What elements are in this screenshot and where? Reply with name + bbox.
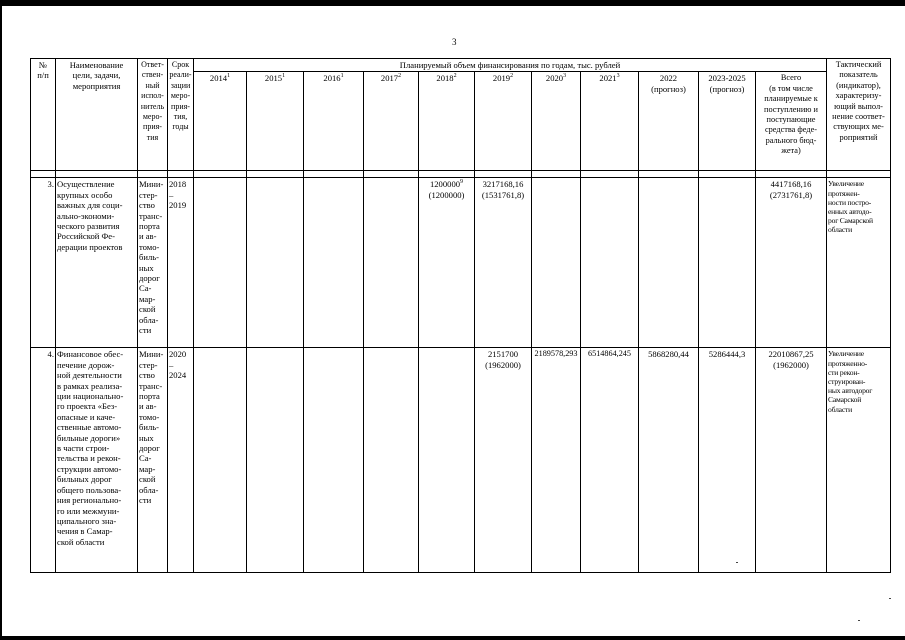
- row-2021: 6514864,245: [581, 348, 639, 573]
- row-total: 4417168,16 (2731761,8): [756, 178, 827, 348]
- row-2017: [364, 348, 419, 573]
- table-row: [31, 348, 891, 573]
- header-total: Всего (в том числе планируемые к поступлению и поступающие средства феде- рального бюд- жета): [756, 72, 827, 171]
- header-number: № п/п: [31, 59, 56, 171]
- funding-plan-table: [30, 58, 891, 573]
- table-row: [31, 178, 891, 348]
- row-2023-2025: [699, 178, 756, 348]
- header-year-2019: 2019$^2$: [475, 72, 532, 171]
- scan-top-border: [0, 0, 905, 6]
- header-funding-title: Планируемый объем финансирования по годам, тыс. рублей: [194, 59, 827, 72]
- header-term: Срок реали- зации меро- прия- тия, годы: [168, 59, 194, 171]
- header-year-2023-2025: 2023-2025 (прогноз): [699, 72, 756, 171]
- row-2015: [247, 178, 304, 348]
- row-term: 2020 – 2024: [168, 348, 194, 573]
- row-term: 2018 – 2019: [168, 178, 194, 348]
- row-2021: [581, 178, 639, 348]
- header-row-1: [31, 59, 891, 72]
- header-year-2016: 2016$^1$: [304, 72, 364, 171]
- row-indicator: Увеличение протяженно- сти рекон- струирован- ных автодорог Самарской области: [827, 348, 891, 573]
- scan-bottom-border: [0, 636, 905, 640]
- row-2017: [364, 178, 419, 348]
- header-year-2014: 2014$^1$: [194, 72, 247, 171]
- row-2023-2025: 5286444,3: [699, 348, 756, 573]
- row-indicator: Увеличение протяжен- ности постро- енных автодо- рог Самарской области: [827, 178, 891, 348]
- row-name: Осуществление крупных особо важных для соци- ально-экономи- ческого развития Российской Фе- дерации проектов: [56, 178, 138, 348]
- row-responsible: Мини- стер- ство транс- порта и ав- томо- биль- ных дорог Са- мар- ской обла- сти: [138, 178, 168, 348]
- row-2018: 1200000$^9$ (1200000): [419, 178, 475, 348]
- header-responsible: Ответ- ствен- ный испол- нитель меро- прия- тия: [138, 59, 168, 171]
- scan-left-border: [0, 0, 2, 640]
- row-2016: [304, 178, 364, 348]
- spacer-row: [31, 171, 891, 178]
- header-year-2020: 2020$^3$: [532, 72, 581, 171]
- row-2020: 2189578,293: [532, 348, 581, 573]
- row-2014: [194, 178, 247, 348]
- scan-speck: [889, 598, 891, 599]
- header-indicator: Тактический показатель (индикатор), характеризу- ющий выпол- нение соответ- ствующих ме- роприятий: [827, 59, 891, 171]
- row-number: 4.: [31, 348, 56, 573]
- header-year-2017: 2017$^2$: [364, 72, 419, 171]
- page-number: 3: [452, 37, 457, 47]
- row-2018: [419, 348, 475, 573]
- row-2016: [304, 348, 364, 573]
- row-responsible: Мини- стер- ство транс- порта и ав- томо- биль- ных дорог Са- мар- ской обла- сти: [138, 348, 168, 573]
- header-year-2015: 2015$^1$: [247, 72, 304, 171]
- row-2019: 3217168,16 (1531761,8): [475, 178, 532, 348]
- row-total: 22010867,25 (1962000): [756, 348, 827, 573]
- header-year-2022: 2022 (прогноз): [639, 72, 699, 171]
- row-name: Финансовое обес- печение дорож- ной деятельности в рамках реализа- ции национально- го проекта «Без- опасные и каче- ственные автомо- бильные дороги» в части строи- тельства и рекон- струкции автомо- бильных дорог общего пользова- ния регионально- го или межмуни- ципального зна- чения в Самар- ской области: [56, 348, 138, 573]
- row-2019: 2151700 (1962000): [475, 348, 532, 573]
- row-number: 3.: [31, 178, 56, 348]
- header-year-2021: 2021$^3$: [581, 72, 639, 171]
- row-2015: [247, 348, 304, 573]
- scan-speck: [858, 620, 860, 621]
- header-year-2018: 2018$^2$: [419, 72, 475, 171]
- row-2022: [639, 178, 699, 348]
- row-2020: [532, 178, 581, 348]
- row-2022: 5868280,44: [639, 348, 699, 573]
- header-name: Наименование цели, задачи, мероприятия: [56, 59, 138, 171]
- scan-speck: [736, 562, 738, 563]
- row-2014: [194, 348, 247, 573]
